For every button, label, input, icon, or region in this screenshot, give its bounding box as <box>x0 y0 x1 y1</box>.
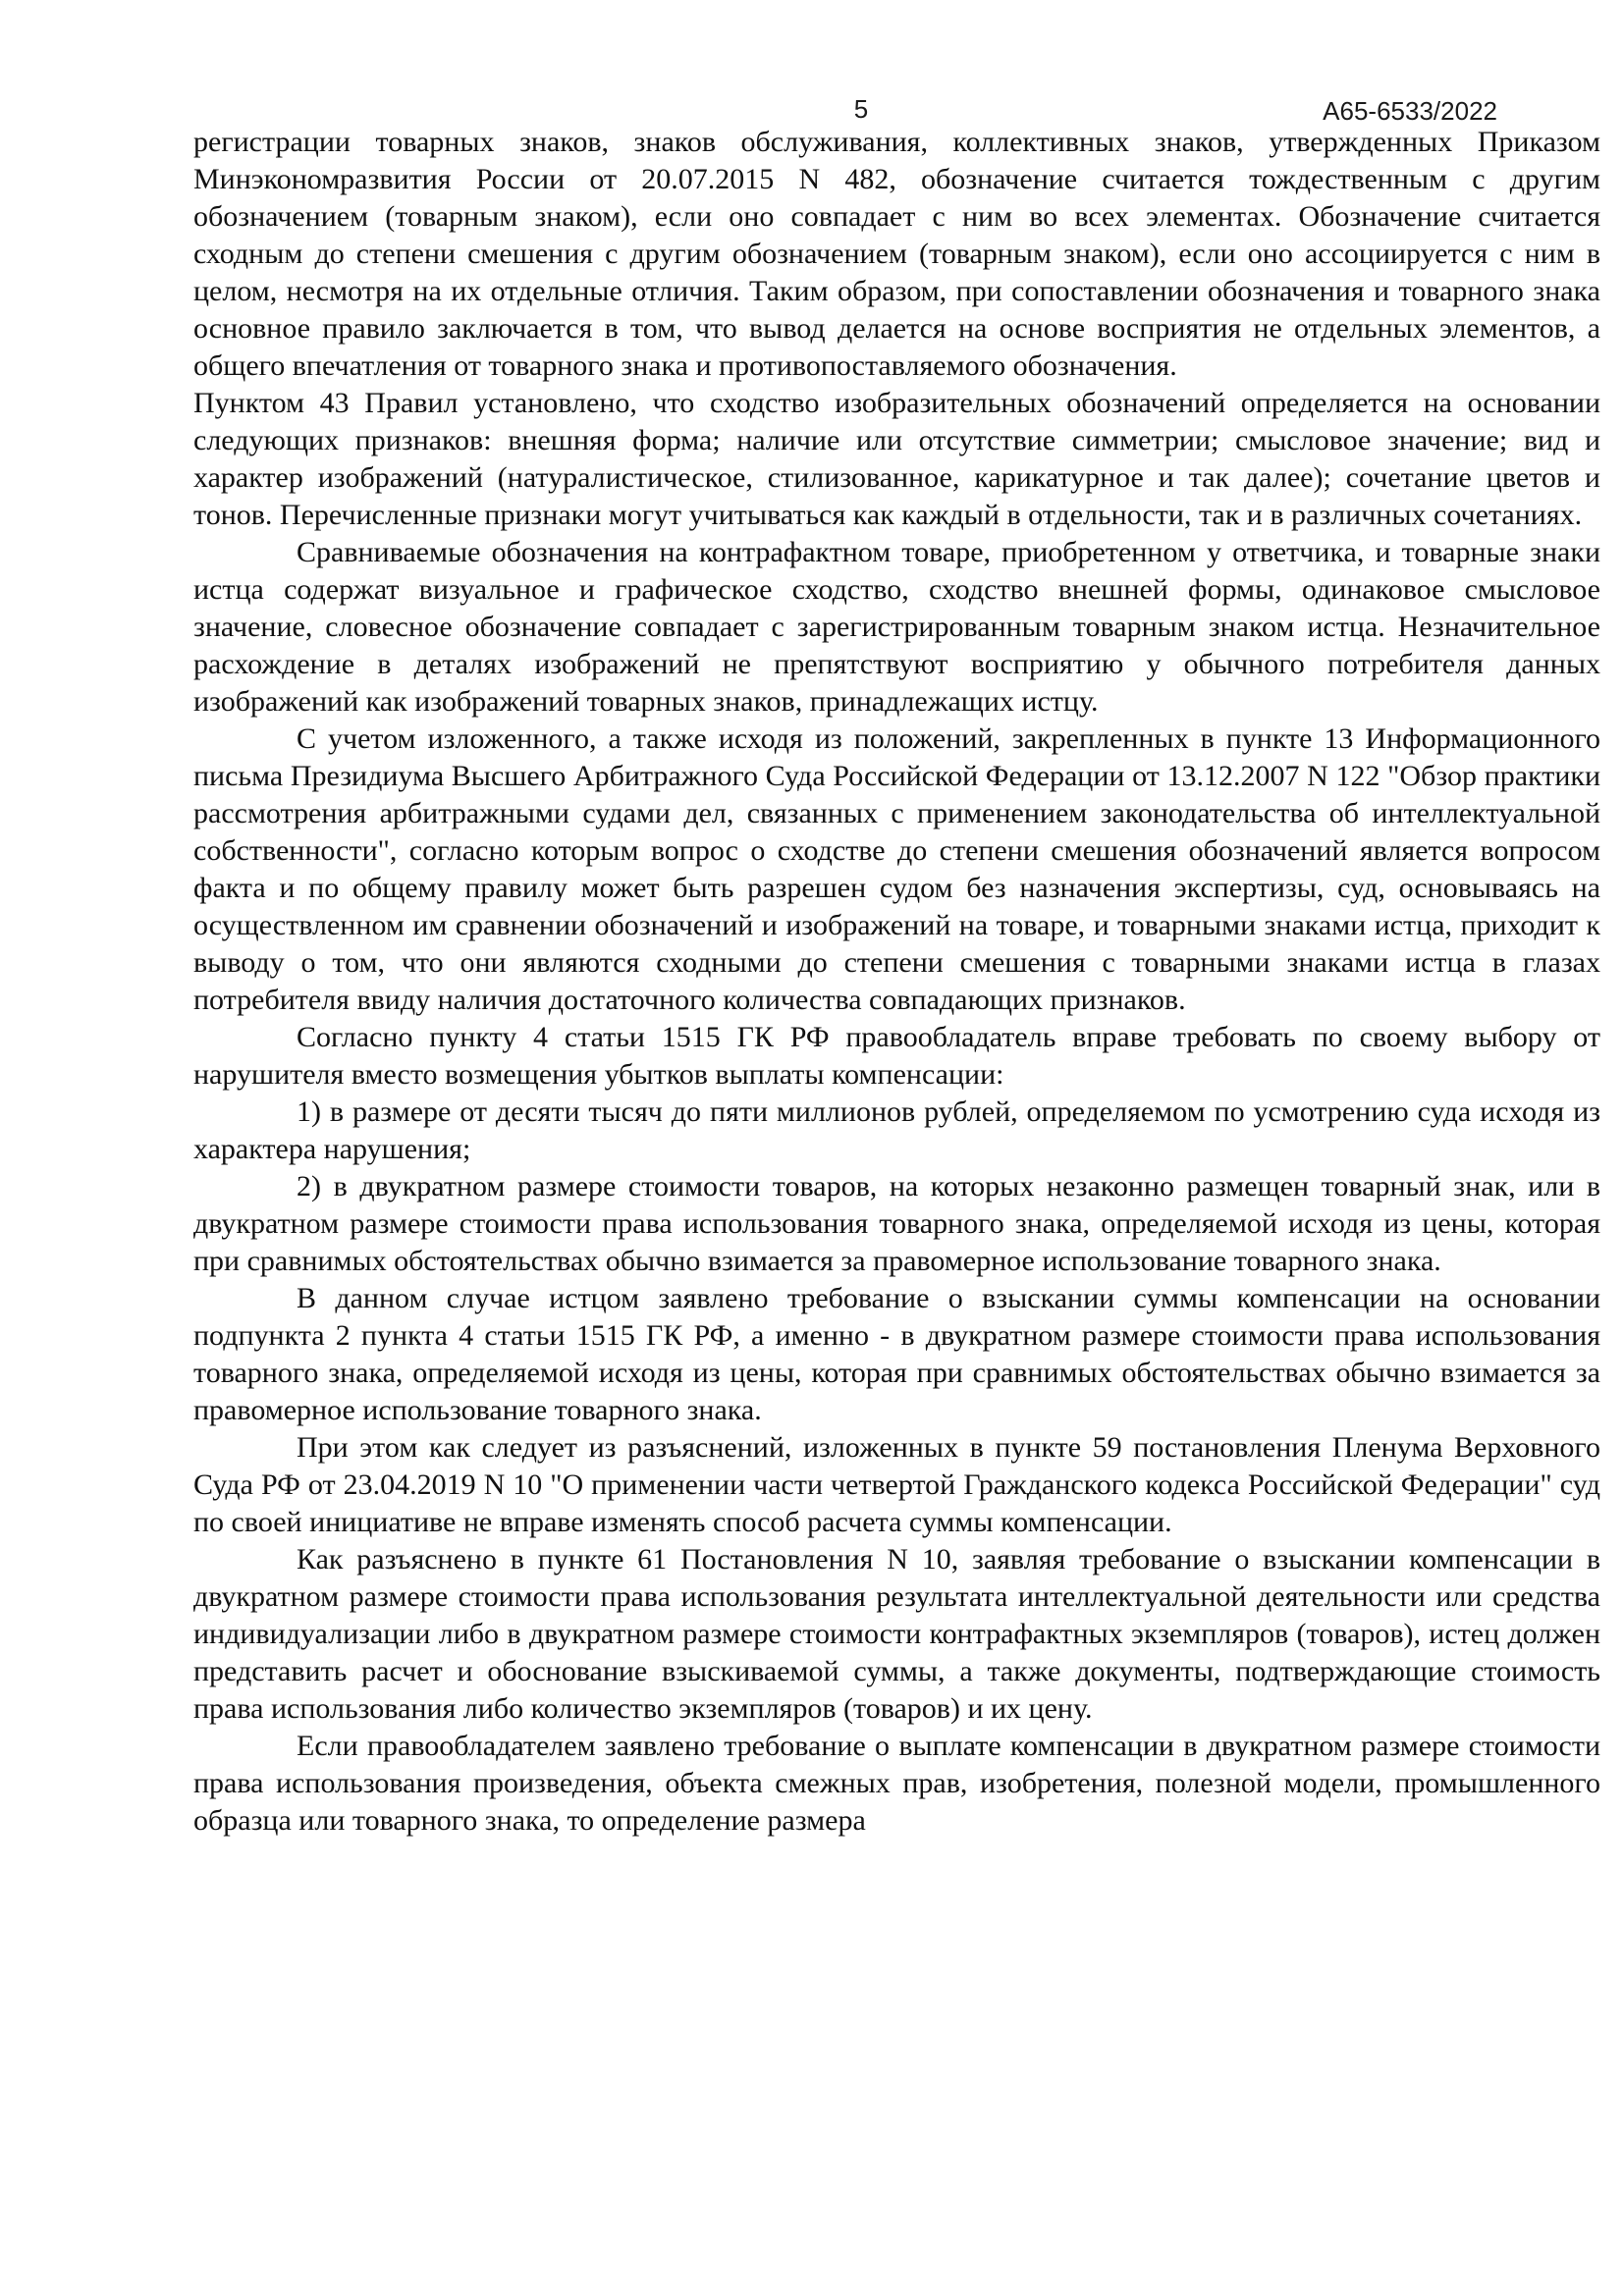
paragraph: регистрации товарных знаков, знаков обслуживания, коллективных знаков, утвержденных Приказом Минэкономразвития России от 20.07.2015 N 482, обозначение считается тождественным с другим обозначением (товарным знаком), если оно совпадает с ним во всех элементах. Обозначение считается сходным до степени смешения с другим обозначением (товарным знаком), если оно ассоциируется с ним в целом, несмотря на их отдельные отличия. Таким образом, при сопоставлении обозначения и товарного знака основное правило заключается в том, что вывод делается на основе восприятия не отдельных элементов, а общего впечатления от товарного знака и противопоставляемого обозначения. <box>193 126 1600 382</box>
document-body <box>193 124 1600 1840</box>
page-content <box>193 94 1600 1840</box>
paragraph: В данном случае истцом заявлено требование о взыскании суммы компенсации на основании подпункта 2 пункта 4 статьи 1515 ГК РФ, а именно - в двукратном размере стоимости права использования товарного знака, определяемой исходя из цены, которая при сравнимых обстоятельствах обычно взимается за правомерное использование товарного знака. <box>193 1282 1600 1426</box>
paragraph: Сравниваемые обозначения на контрафактном товаре, приобретенном у ответчика, и товарные знаки истца содержат визуальное и графическое сходство, сходство внешней формы, одинаковое смысловое значение, словесное обозначение совпадает с зарегистрированным товарным знаком истца. Незначительное расхождение в деталях изображений не препятствуют восприятию у обычного потребителя данных изображений как изображений товарных знаков, принадлежащих истцу. <box>193 536 1600 718</box>
paragraph: Пунктом 43 Правил установлено, что сходство изобразительных обозначений определяется на основании следующих признаков: внешняя форма; наличие или отсутствие симметрии; смысловое значение; вид и характер изображений (натуралистическое, стилизованное, карикатурное и так далее); сочетание цветов и тонов. Перечисленные признаки могут учитываться как каждый в отдельности, так и в различных сочетаниях. <box>193 387 1600 531</box>
case-number: А65-6533/2022 <box>1323 96 1497 126</box>
paragraph: С учетом изложенного, а также исходя из положений, закрепленных в пункте 13 Информационного письма Президиума Высшего Арбитражного Суда Российской Федерации от 13.12.2007 N 122 "Обзор практики рассмотрения арбитражными судами дел, связанных с применением законодательства об интеллектуальной собственности", согласно которым вопрос о сходстве до степени смешения обозначений является вопросом факта и по общему правилу может быть разрешен судом без назначения экспертизы, суд, основываясь на осуществленном им сравнении обозначений и изображений на товаре, и товарными знаками истца, приходит к выводу о том, что они являются сходными до степени смешения с товарными знаками истца в глазах потребителя ввиду наличия достаточного количества совпадающих признаков. <box>193 722 1600 1016</box>
paragraph: Согласно пункту 4 статьи 1515 ГК РФ правообладатель вправе требовать по своему выбору от нарушителя вместо возмещения убытков выплаты компенсации: <box>193 1021 1600 1091</box>
page-header <box>193 94 1600 124</box>
paragraph: 1) в размере от десяти тысяч до пяти миллионов рублей, определяемом по усмотрению суда исходя из характера нарушения; <box>193 1095 1600 1165</box>
paragraph: 2) в двукратном размере стоимости товаров, на которых незаконно размещен товарный знак, или в двукратном размере стоимости права использования товарного знака, определяемой исходя из цены, которая при сравнимых обстоятельствах обычно взимается за правомерное использование товарного знака. <box>193 1170 1600 1277</box>
page-number-value: 5 <box>853 94 869 124</box>
paragraph: Как разъяснено в пункте 61 Постановления N 10, заявляя требование о взыскании компенсации в двукратном размере стоимости права использования результата интеллектуальной деятельности или средства индивидуализации либо в двукратном размере стоимости контрафактных экземпляров (товаров), истец должен представить расчет и обоснование взыскиваемой суммы, а также документы, подтверждающие стоимость права использования либо количество экземпляров (товаров) и их цену. <box>193 1543 1600 1725</box>
paragraph: При этом как следует из разъяснений, изложенных в пункте 59 постановления Пленума Верховного Суда РФ от 23.04.2019 N 10 "О применении части четвертой Гражданского кодекса Российской Федерации" суд по своей инициативе не вправе изменять способ расчета суммы компенсации. <box>193 1431 1600 1538</box>
paragraph: Если правообладателем заявлено требование о выплате компенсации в двукратном размере стоимости права использования произведения, объекта смежных прав, изобретения, полезной модели, промышленного образца или товарного знака, то определение размера <box>193 1730 1600 1837</box>
